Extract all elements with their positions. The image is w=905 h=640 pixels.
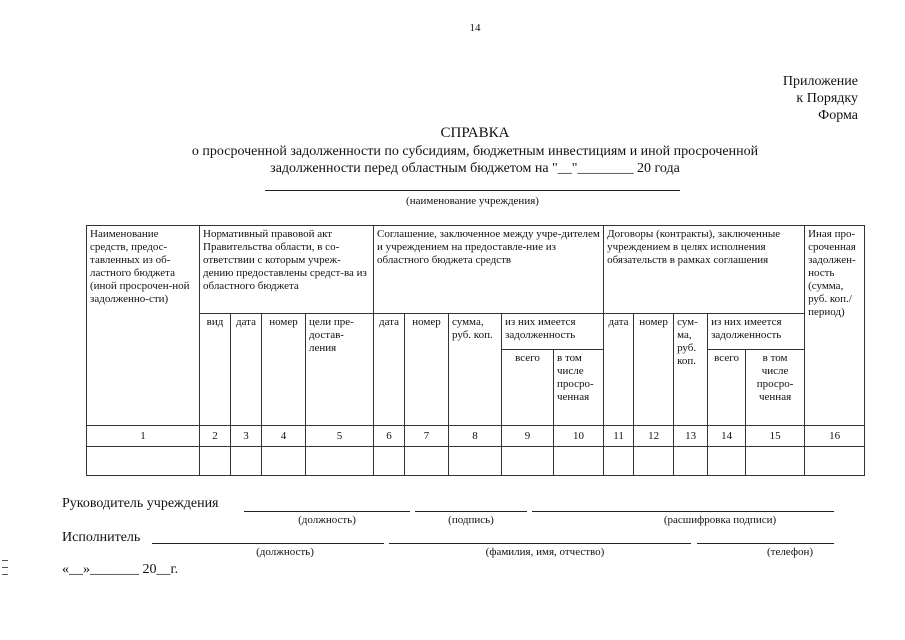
executor-name-caption: (фамилия, имя, отчество) <box>485 546 605 558</box>
executor-label: Исполнитель <box>62 530 141 545</box>
header-agr-debt-total: всего <box>502 350 554 426</box>
executor-position-field[interactable] <box>152 543 384 544</box>
margin-mark <box>2 574 8 575</box>
table-cell[interactable] <box>306 447 374 476</box>
column-number: 11 <box>604 426 634 447</box>
margin-mark <box>2 560 8 561</box>
page-number: 14 <box>469 22 481 34</box>
document-title: СПРАВКА <box>440 125 510 141</box>
table-cell[interactable] <box>449 447 502 476</box>
document-subtitle <box>0 143 905 177</box>
head-name-field[interactable] <box>532 511 834 512</box>
head-name-caption: (расшифровка подписи) <box>663 514 777 526</box>
head-label: Руководитель учреждения <box>62 496 219 511</box>
column-number: 3 <box>231 426 262 447</box>
margin-mark <box>2 567 8 568</box>
table-row <box>87 447 865 476</box>
column-number: 8 <box>449 426 502 447</box>
table-cell[interactable] <box>87 447 200 476</box>
table-cell[interactable] <box>708 447 746 476</box>
column-number: 5 <box>306 426 374 447</box>
header-agr-date: дата <box>374 314 405 426</box>
head-position-field[interactable] <box>244 511 410 512</box>
executor-phone-field[interactable] <box>697 543 834 544</box>
executor-phone-caption: (телефон) <box>766 546 814 558</box>
header-contracts: Договоры (контракты), заключенные учреждением в целях исполнения обязательств в рамках соглашения <box>604 226 805 314</box>
column-number: 4 <box>262 426 306 447</box>
executor-position-caption: (должность) <box>256 546 314 558</box>
table-cell[interactable] <box>674 447 708 476</box>
column-number: 7 <box>405 426 449 447</box>
header-agr-number: номер <box>405 314 449 426</box>
column-number: 6 <box>374 426 405 447</box>
debt-table <box>86 225 865 476</box>
head-signature-caption: (подпись) <box>448 514 494 526</box>
table-cell[interactable] <box>554 447 604 476</box>
header-act-number: номер <box>262 314 306 426</box>
header-fund-name: Наименование средств, предос-тавленных из об-ластного бюджета (иной просрочен-ной задолженно-сти) <box>87 226 200 426</box>
column-number: 12 <box>634 426 674 447</box>
appendix-line-2: к Порядку <box>796 91 858 106</box>
header-agr-debt-overdue: в том числе просро-ченная <box>554 350 604 426</box>
column-number: 10 <box>554 426 604 447</box>
header-act-purpose: цели пре-достав-ления <box>306 314 374 426</box>
header-con-number: номер <box>634 314 674 426</box>
column-number: 9 <box>502 426 554 447</box>
head-signature-field[interactable] <box>415 511 527 512</box>
header-agr-sum: сумма, руб. коп. <box>449 314 502 426</box>
header-con-debt-total: всего <box>708 350 746 426</box>
column-number: 14 <box>708 426 746 447</box>
header-con-date: дата <box>604 314 634 426</box>
appendix-line-3: Форма <box>818 108 858 123</box>
header-con-debt-overdue: в том числе просро-ченная <box>746 350 805 426</box>
header-other-debt: Иная про-сроченная задолжен-ность (сумма, руб. коп./ период) <box>805 226 865 426</box>
table-cell[interactable] <box>200 447 231 476</box>
table-cell[interactable] <box>805 447 865 476</box>
subtitle-line-2: задолженности перед областным бюджетом на "__"________ 20 года <box>270 161 680 176</box>
header-agreement: Соглашение, заключенное между учре-дителем и учреждением на предоставле-ние из областного бюджета средств <box>374 226 604 314</box>
table-cell[interactable] <box>231 447 262 476</box>
subtitle-line-1: о просроченной задолженности по субсидиям, бюджетным инвестициям и иной просроченной <box>191 144 759 159</box>
column-number: 13 <box>674 426 708 447</box>
header-legal-act: Нормативный правовой акт Правительства области, в со-ответствии с которым учреж-дению предоставлены средст-ва из областного бюджета <box>200 226 374 314</box>
column-number: 15 <box>746 426 805 447</box>
table-cell[interactable] <box>262 447 306 476</box>
table-cell[interactable] <box>405 447 449 476</box>
institution-name-field[interactable] <box>265 190 680 191</box>
header-act-date: дата <box>231 314 262 426</box>
header-agr-debt: из них имеется задолженность <box>502 314 604 350</box>
table-cell[interactable] <box>502 447 554 476</box>
table-cell[interactable] <box>374 447 405 476</box>
header-con-debt: из них имеется задолженность <box>708 314 805 350</box>
header-act-type: вид <box>200 314 231 426</box>
institution-caption: (наименование учреждения) <box>406 195 539 207</box>
appendix-line-1: Приложение <box>782 74 858 89</box>
table-cell[interactable] <box>746 447 805 476</box>
column-number: 16 <box>805 426 865 447</box>
table-cell[interactable] <box>634 447 674 476</box>
executor-name-field[interactable] <box>389 543 691 544</box>
head-position-caption: (должность) <box>298 514 356 526</box>
table-cell[interactable] <box>604 447 634 476</box>
appendix-block <box>783 73 858 124</box>
header-con-sum: сум-ма, руб. коп. <box>674 314 708 426</box>
column-number: 1 <box>87 426 200 447</box>
column-number: 2 <box>200 426 231 447</box>
date-line: «__»_______ 20__г. <box>62 562 179 577</box>
